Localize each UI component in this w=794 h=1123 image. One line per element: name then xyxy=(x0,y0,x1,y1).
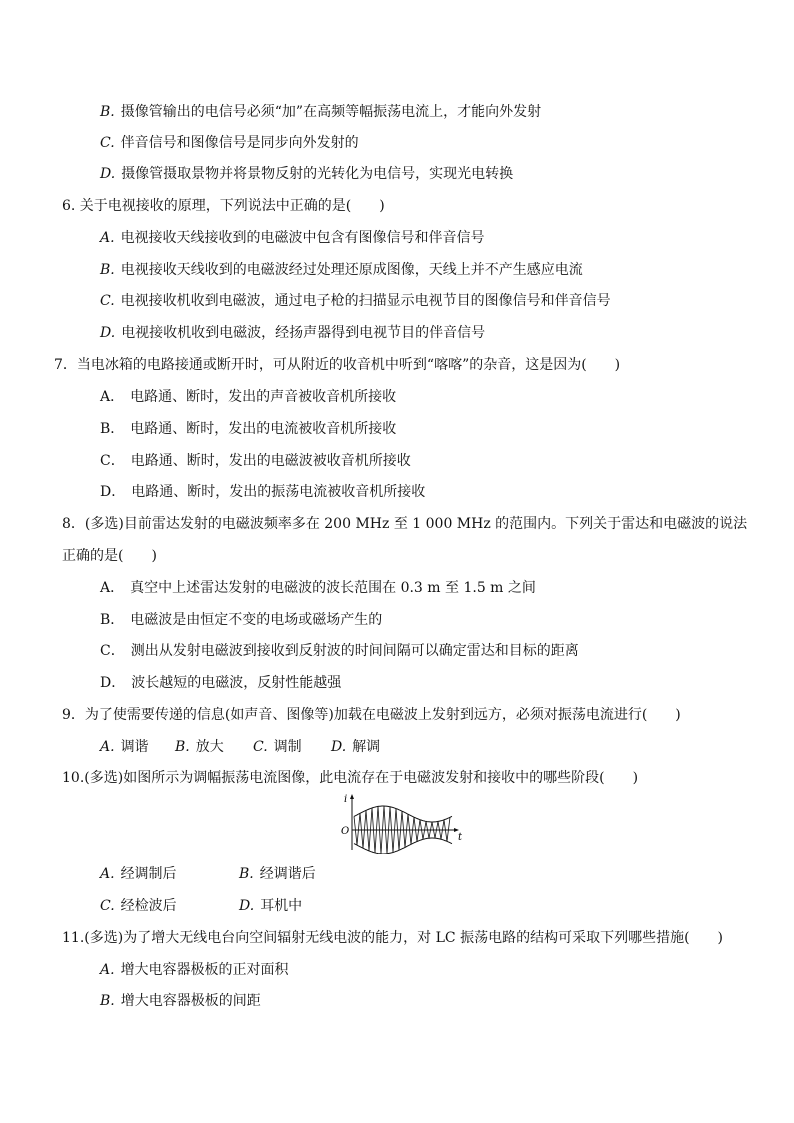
question-7-stem: 7．当电冰箱的电路接通或断开时，可从附近的收音机中听到“喀喀”的杂音，这是因为( ) xyxy=(54,357,621,373)
option-text: 增大电容器极板的正对面积 xyxy=(120,962,289,978)
am-current-figure xyxy=(338,792,468,854)
question-8-option-d xyxy=(100,673,341,693)
question-7-option-c xyxy=(100,451,411,471)
option-text: 电路通、断时，发出的电流被收音机所接收 xyxy=(130,421,397,437)
option-text: 摄像管输出的电信号必须“加”在高频等幅振荡电流上，才能向外发射 xyxy=(120,104,542,120)
option-text: 伴音信号和图像信号是同步向外发射的 xyxy=(120,135,359,151)
option-text: 电磁波是由恒定不变的电场或磁场产生的 xyxy=(130,612,383,628)
q9-option-a xyxy=(100,737,175,757)
option-letter: D. xyxy=(100,166,116,182)
question-6-stem: 6. 关于电视接收的原理，下列说法中正确的是( ) xyxy=(62,198,385,214)
question-9-stem: 9．为了使需要传递的信息(如声音、图像等)加载在电磁波上发射到远方，必须对振荡电流进行( ) xyxy=(62,707,681,723)
option-text: 放大 xyxy=(195,739,224,755)
question-5-option-c xyxy=(100,133,359,153)
question-6-option-d xyxy=(100,323,485,343)
question-8-stem: 8．(多选)目前雷达发射的电磁波频率多在 200 MHz 至 1 000 MHz 的范围内。下列关于雷达和电磁波的说法 xyxy=(62,516,748,532)
option-text: 电视接收机收到电磁波，经扬声器得到电视节目的伴音信号 xyxy=(121,325,486,341)
question-6-option-b xyxy=(100,260,583,280)
option-text: 电视接收机收到电磁波，通过电子枪的扫描显示电视节目的图像信号和伴音信号 xyxy=(120,293,611,309)
option-letter: B. xyxy=(175,739,190,755)
option-text: 电视接收天线收到的电磁波经过处理还原成图像，天线上并不产生感应电流 xyxy=(120,262,583,278)
option-letter: B. xyxy=(239,866,254,882)
option-text: 电视接收天线接收到的电磁波中包含有图像信号和伴音信号 xyxy=(120,230,485,246)
question-11-stem: 11.(多选)为了增大无线电台向空间辐射无线电波的能力，对 LC 振荡电路的结构可采取下列哪些措施( ) xyxy=(62,930,724,946)
option-text: 经调谐后 xyxy=(259,866,316,882)
option-letter: C. xyxy=(253,739,268,755)
option-letter: D. xyxy=(100,325,116,341)
q10-option-c xyxy=(100,896,239,916)
option-text: 测出从发射电磁波到接收到反射波的时间间隔可以确定雷达和目标的距离 xyxy=(130,643,579,659)
question-10-stem: 10.(多选)如图所示为调幅振荡电流图像，此电流存在于电磁波发射和接收中的哪些阶段( ) xyxy=(62,770,639,786)
option-letter: D． xyxy=(100,675,126,691)
option-text: 电路通、断时，发出的声音被收音机所接收 xyxy=(130,389,397,405)
option-letter: B. xyxy=(100,262,115,278)
option-letter: B． xyxy=(100,612,125,628)
option-text: 耳机中 xyxy=(260,898,303,914)
question-9-options xyxy=(100,737,380,757)
option-text: 经调制后 xyxy=(120,866,177,882)
option-letter: C． xyxy=(100,453,125,469)
question-10-options-row-1 xyxy=(100,864,316,884)
option-letter: C. xyxy=(100,898,115,914)
y-axis-label: i xyxy=(344,794,348,805)
question-7-option-d xyxy=(100,482,425,502)
question-7-option-b xyxy=(100,419,396,439)
question-8-option-b xyxy=(100,610,382,630)
option-letter: A. xyxy=(100,230,115,246)
option-text: 电路通、断时，发出的电磁波被收音机所接收 xyxy=(130,453,411,469)
option-text: 经检波后 xyxy=(120,898,177,914)
option-letter: C． xyxy=(100,643,125,659)
x-axis-label: t xyxy=(458,832,463,843)
question-10-options-row-2 xyxy=(100,896,302,916)
option-text: 增大电容器极板的间距 xyxy=(120,993,261,1009)
option-letter: B． xyxy=(100,421,125,437)
option-letter: C. xyxy=(100,135,115,151)
option-text: 真空中上述雷达发射的电磁波的波长范围在 0.3 m 至 1.5 m 之间 xyxy=(130,580,536,596)
option-text: 摄像管摄取景物并将景物反射的光转化为电信号，实现光电转换 xyxy=(121,166,514,182)
option-letter: A． xyxy=(100,580,125,596)
question-5-option-d xyxy=(100,164,513,184)
option-letter: B. xyxy=(100,993,115,1009)
q9-option-d xyxy=(331,737,380,757)
option-letter: D． xyxy=(100,484,126,500)
option-text: 波长越短的电磁波，反射性能越强 xyxy=(131,675,342,691)
q10-option-b xyxy=(239,866,316,882)
question-5-option-b xyxy=(100,102,541,122)
question-6-option-a xyxy=(100,228,485,248)
origin-label: O xyxy=(341,826,350,837)
question-11-option-a xyxy=(100,960,289,980)
question-8-option-a xyxy=(100,578,536,598)
option-letter: A. xyxy=(100,739,115,755)
option-letter: A. xyxy=(100,962,115,978)
question-8-stem-continued: 正确的是( ) xyxy=(62,548,157,564)
option-letter: B. xyxy=(100,104,115,120)
option-letter: C. xyxy=(100,293,115,309)
option-text: 解调 xyxy=(352,739,381,755)
q9-option-c xyxy=(253,737,331,757)
option-letter: A． xyxy=(100,389,125,405)
question-7-option-a xyxy=(100,387,396,407)
q9-option-b xyxy=(175,737,253,757)
question-11-option-b xyxy=(100,991,261,1011)
option-letter: A. xyxy=(100,866,115,882)
q10-option-d xyxy=(239,898,302,914)
option-letter: D. xyxy=(331,739,347,755)
option-text: 调谐 xyxy=(120,739,149,755)
question-8-option-c xyxy=(100,641,579,661)
q10-option-a xyxy=(100,864,239,884)
option-letter: D. xyxy=(239,898,255,914)
y-axis-arrow xyxy=(350,794,354,799)
option-text: 调制 xyxy=(273,739,302,755)
question-6-option-c xyxy=(100,291,611,311)
option-text: 电路通、断时，发出的振荡电流被收音机所接收 xyxy=(131,484,426,500)
